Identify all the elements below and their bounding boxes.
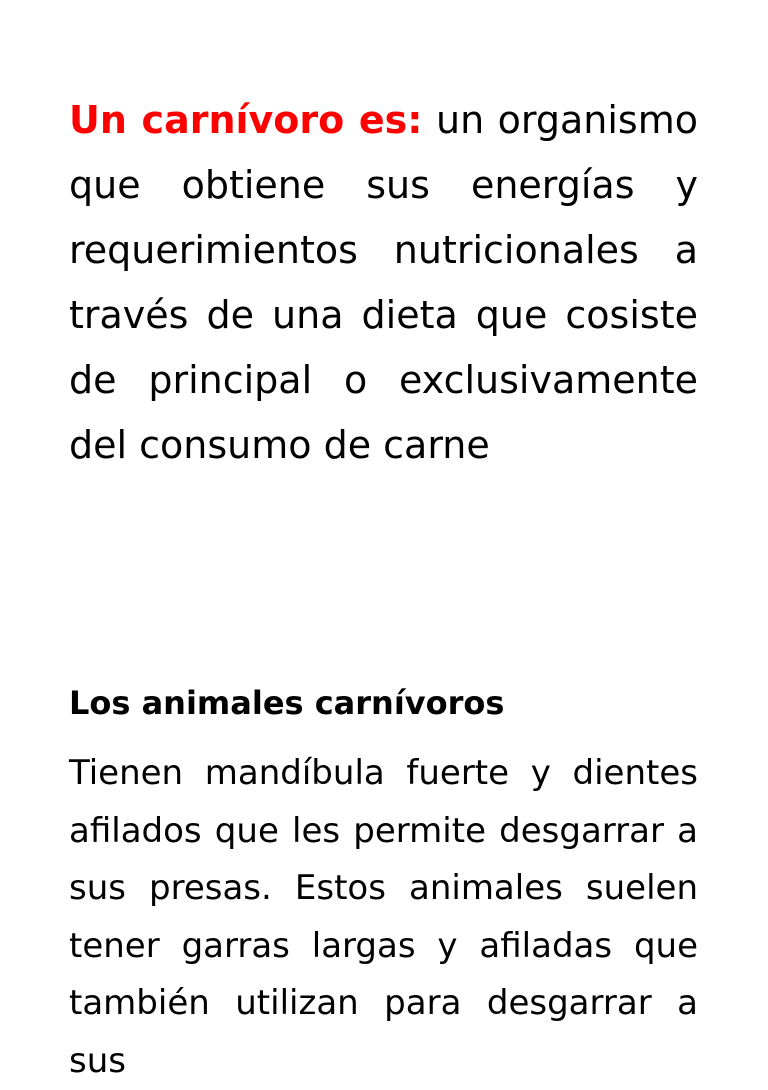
definition-term: Un carnívoro es: [69,98,423,142]
definition-paragraph [69,88,698,478]
definition-text: un organismo que obtiene sus energías y requerimientos nutricionales a través de una dieta que cosiste de principal o exclusivamente del consumo de carne [69,98,698,467]
section-body-paragraph: Tienen mandíbula fuerte y dientes afilados que les permite desgarrar a sus presas. Estos animales suelen tener garras largas y afiladas que también utilizan para desgarrar a sus [69,753,698,1081]
section-heading: Los animales carnívoros [69,684,505,722]
